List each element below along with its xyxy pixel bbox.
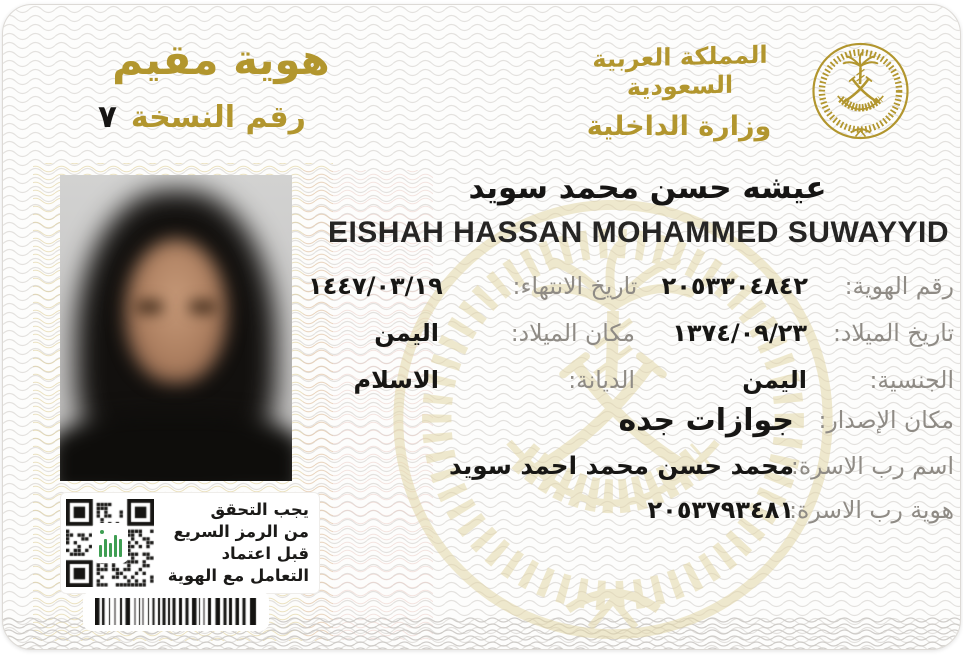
absher-logo-icon bbox=[92, 523, 128, 563]
nationality-label: الجنسية: bbox=[869, 365, 954, 394]
row-nationality-religion bbox=[308, 356, 954, 403]
family-head-id-label: هوية رب الاسرة: bbox=[789, 496, 954, 524]
ministry-name: وزارة الداخلية bbox=[586, 111, 772, 142]
id-number-label: رقم الهوية: bbox=[844, 271, 954, 300]
barcode-icon bbox=[95, 598, 257, 625]
row-family-head-name bbox=[308, 443, 954, 488]
qr-notice-line: من الرمز السريع bbox=[173, 522, 309, 541]
kingdom-name-calligraphy: المملكة العربية السعودية bbox=[592, 40, 768, 102]
ministry-of-interior-emblem-icon bbox=[811, 38, 910, 142]
id-number-value: ٢٠٥٣٣٠٤٨٤٢ bbox=[661, 271, 809, 300]
issue-place-value: جوازات جده bbox=[618, 402, 794, 438]
birth-place-value: اليمن bbox=[374, 318, 439, 347]
row-issue-place bbox=[308, 397, 954, 443]
expiry-date-label: تاريخ الانتهاء: bbox=[512, 271, 638, 300]
holder-name-english: EISHAH HASSAN MOHAMMED SUWAYYID bbox=[327, 216, 950, 249]
portrait-photo bbox=[60, 175, 292, 481]
resident-id-card bbox=[2, 4, 961, 650]
absher-logo-dot bbox=[100, 530, 104, 534]
row-birth bbox=[308, 309, 954, 356]
card-type-title: هوية مقيم bbox=[112, 35, 330, 84]
field-grid bbox=[308, 262, 954, 532]
version-label: رقم النسخة bbox=[130, 99, 306, 135]
version-number: ٧ bbox=[98, 99, 117, 135]
qr-notice-line: التعامل مع الهوية bbox=[167, 566, 309, 585]
qr-verification-box bbox=[60, 492, 320, 594]
issue-place-label: مكان الإصدار: bbox=[818, 406, 954, 434]
qr-notice-line: قبل اعتماد bbox=[221, 544, 309, 563]
religion-label: الديانة: bbox=[568, 365, 635, 394]
family-head-id-value: ٢٠٥٣٧٩٣٤٨١ bbox=[647, 496, 794, 524]
portrait-shoulders bbox=[60, 414, 292, 481]
row-family-head-id bbox=[308, 488, 954, 532]
birth-date-value: ١٣٧٤/٠٩/٢٣ bbox=[672, 318, 807, 347]
religion-value: الاسلام bbox=[353, 365, 439, 394]
family-head-name-label: اسم رب الاسرة: bbox=[790, 451, 954, 480]
qr-code-icon bbox=[65, 497, 155, 589]
qr-notice-line: يجب التحقق bbox=[210, 500, 309, 519]
holder-name-arabic: عيشه حسن محمد سويد bbox=[468, 170, 827, 206]
birth-place-label: مكان الميلاد: bbox=[510, 318, 635, 347]
row-id-expiry bbox=[308, 262, 954, 309]
birth-date-label: تاريخ الميلاد: bbox=[833, 318, 954, 347]
barcode-box bbox=[83, 591, 269, 631]
expiry-date-value: ١٤٤٧/٠٣/١٩ bbox=[308, 271, 443, 300]
portrait-eye-right bbox=[188, 300, 218, 314]
nationality-value: اليمن bbox=[742, 365, 807, 394]
family-head-name-value: محمد حسن محمد احمد سويد bbox=[449, 451, 794, 480]
version-row bbox=[98, 99, 306, 135]
qr-notice-text bbox=[155, 499, 315, 587]
